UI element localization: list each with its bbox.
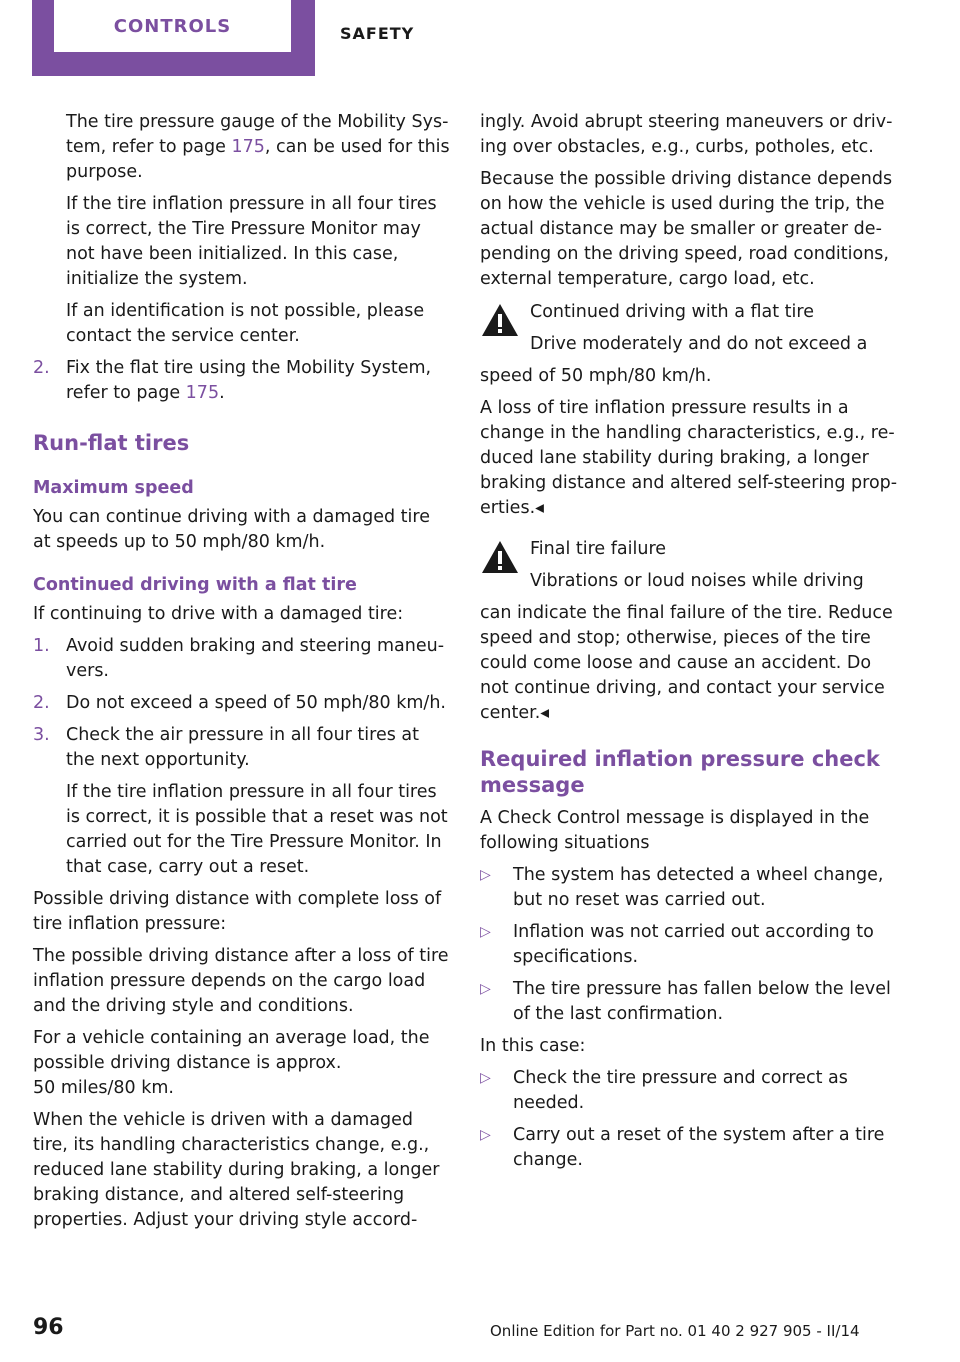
list-text: Do not exceed a speed of 50 mph/80 km/h. (66, 693, 446, 713)
bullet-item (480, 920, 900, 970)
page-number: 96 (33, 1315, 64, 1340)
paragraph: If the tire inflation pressure in all four tires is correct, it is possible that a reset was not carried out for the Tire Pressure Monitor. In that case, carry out a reset. (66, 782, 448, 877)
bullet-text: Carry out a reset of the system after a tire change. (513, 1125, 885, 1170)
right-column (480, 110, 900, 1180)
subheading-continued-driving: Continued driving with a flat tire (33, 575, 357, 595)
paragraph (33, 110, 453, 185)
text: Fix the flat tire using the Mobility System, refer to page (66, 358, 432, 403)
warning-block (480, 300, 900, 357)
paragraph: The possible driving distance after a loss of tire inflation pressure depends on the cargo load and the driving style and conditions. (33, 946, 449, 1016)
warning-icon (480, 302, 520, 338)
paragraph (33, 1026, 453, 1101)
bullet-text: The system has detected a wheel change, but no reset was carried out. (513, 865, 884, 910)
paragraph: ingly. Avoid abrupt steering maneuvers or driving over obstacles, e.g., curbs, potholes, etc. (480, 112, 893, 157)
subheading-max-speed: Maximum speed (33, 478, 194, 498)
text: . (219, 383, 225, 403)
bullet-text: Inflation was not carried out according to specifications. (513, 922, 874, 967)
paragraph: A loss of tire inflation pressure results in a change in the handling characteristics, e.g., reduced lane stability during braking, a longer braking distance and altered self-steering properties.◂ (480, 398, 898, 518)
warning-line: Drive moderately and do not exceed a (530, 334, 868, 354)
list-item (33, 634, 453, 684)
text: For a vehicle containing an average load, the possible driving distance is approx. (33, 1028, 430, 1073)
paragraph: If continuing to drive with a damaged tire: (33, 604, 404, 624)
paragraph: In this case: (480, 1036, 586, 1056)
bullet-text: The tire pressure has fallen below the level of the last confirmation. (513, 979, 891, 1024)
list-item (33, 691, 453, 716)
warning-title: Continued driving with a flat tire (530, 302, 814, 322)
triangle-bullet-icon: ▷ (480, 1070, 491, 1086)
list-number: 3. (33, 725, 50, 745)
triangle-bullet-icon: ▷ (480, 981, 491, 997)
edition-note: Online Edition for Part no. 01 40 2 927 905 - II/14 (490, 1322, 860, 1340)
bullet-item (480, 1066, 900, 1116)
list-number: 1. (33, 636, 50, 656)
list-number: 2. (33, 693, 50, 713)
paragraph: When the vehicle is driven with a damaged tire, its handling characteristics change, e.g., reduced lane stability during braking, a longer braking distance, and altered self-steering properties. Adjust your driving style accord- (33, 1110, 440, 1230)
section-heading-required-inflation: Required inflation pressure check message (480, 747, 880, 797)
paragraph: Because the possible driving distance depends on how the vehicle is used during the trip, the actual distance may be smaller or greater depending on the driving speed, road conditions, external temperature, cargo load, etc. (480, 169, 893, 289)
paragraph: A Check Control message is displayed in the following situations (480, 808, 870, 853)
list-item (33, 723, 453, 773)
paragraph: speed of 50 mph/80 km/h. (480, 366, 712, 386)
left-column (33, 110, 453, 1240)
list-text (66, 356, 453, 406)
tab-controls[interactable]: CONTROLS (54, 0, 291, 52)
list-item (33, 356, 453, 406)
triangle-bullet-icon: ▷ (480, 867, 491, 883)
paragraph: If an identification is not possible, please contact the service center. (66, 301, 425, 346)
bullet-item (480, 977, 900, 1027)
text: 50 miles/80 km. (33, 1078, 174, 1098)
paragraph: Possible driving distance with complete loss of tire inflation pressure: (33, 889, 442, 934)
section-heading-runflat: Run-flat tires (33, 431, 190, 455)
text: The tire pressure gauge of the Mobility System, refer to page (66, 112, 449, 157)
triangle-bullet-icon: ▷ (480, 1127, 491, 1143)
paragraph: can indicate the final failure of the tire. Reduce speed and stop; otherwise, pieces of the tire could come loose and cause an accident. Do not continue driving, and contact your service center.◂ (480, 603, 893, 723)
paragraph: If the tire inflation pressure in all four tires is correct, the Tire Pressure Monitor may not have been initialized. In this case, initialize the system. (66, 194, 437, 289)
warning-title: Final tire failure (530, 539, 667, 559)
list-text: Check the air pressure in all four tires at the next opportunity. (66, 725, 419, 770)
page-link[interactable]: 175 (185, 383, 220, 403)
warning-icon (480, 539, 520, 575)
bullet-text: Check the tire pressure and correct as needed. (513, 1068, 848, 1113)
tab-safety[interactable]: SAFETY (340, 24, 415, 43)
list-text: Avoid sudden braking and steering maneuvers. (66, 636, 445, 681)
bullet-item (480, 1123, 900, 1173)
paragraph: You can continue driving with a damaged tire at speeds up to 50 mph/80 km/h. (33, 507, 430, 552)
text: , can be used for this purpose. (66, 137, 450, 182)
warning-block (480, 537, 900, 594)
bullet-item (480, 863, 900, 913)
page-link[interactable]: 175 (231, 137, 265, 157)
warning-line: Vibrations or loud noises while driving (530, 571, 864, 591)
triangle-bullet-icon: ▷ (480, 924, 491, 940)
list-number: 2. (33, 358, 50, 378)
